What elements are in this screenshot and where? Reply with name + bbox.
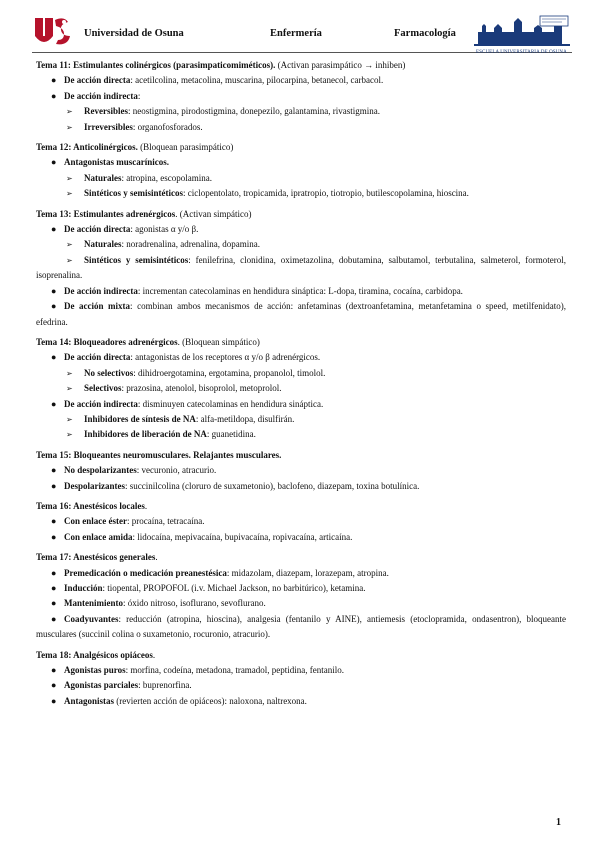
bullet-icon: ●	[51, 680, 57, 691]
school-logo-caption: ESCUELA UNIVERSITARIA DE OSUNA	[476, 50, 567, 55]
bullet-icon: ●	[51, 157, 57, 168]
topic-title: Tema 17: Anestésicos generales.	[36, 552, 158, 563]
university-name: Universidad de Osuna	[84, 28, 184, 39]
bullet-icon: ●	[51, 352, 57, 363]
list-item: ● Antagonistas muscarínicos.	[36, 155, 566, 170]
bullet-icon: ●	[51, 598, 57, 609]
sub-list-item: ➢ Inhibidores de síntesis de NA: alfa-metildopa, disulfirán.	[36, 412, 566, 427]
topic-title: Tema 18: Analgésicos opiáceos.	[36, 649, 156, 660]
bullet-icon: ●	[51, 465, 57, 476]
topic-title: Tema 13: Estimulantes adrenérgicos. (Activan simpático)	[36, 208, 252, 219]
list-item: ● Agonistas parciales: buprenorfina.	[36, 678, 566, 693]
sub-list-item: ➢ Inhibidores de liberación de NA: guanetidina.	[36, 427, 566, 442]
topic-15	[36, 448, 566, 494]
arrow-bullet-icon: ➢	[66, 255, 73, 265]
page-number: 1	[556, 817, 561, 828]
topic-14	[36, 335, 566, 443]
page-header	[32, 12, 572, 53]
list-item: ● De acción indirecta:	[36, 89, 566, 104]
sub-list-item: ➢ Naturales: atropina, escopolamina.	[36, 171, 566, 186]
sub-list-item: ➢ Irreversibles: organofosforados.	[36, 120, 566, 135]
bullet-icon: ●	[51, 398, 57, 409]
bullet-icon: ●	[51, 531, 57, 542]
topic-18	[36, 648, 566, 710]
list-item: ● De acción indirecta: disminuyen catecolaminas en hendidura sináptica.	[36, 397, 566, 412]
arrow-bullet-icon: ➢	[66, 240, 73, 250]
bullet-icon: ●	[51, 285, 57, 296]
subject-name: Enfermería	[270, 28, 322, 39]
sub-list-item: ➢ No selectivos: dihidroergotamina, ergotamina, propanolol, timolol.	[36, 366, 566, 381]
arrow-bullet-icon: ➢	[66, 384, 73, 394]
topic-title: Tema 11: Estimulantes colinérgicos (parasimpaticomiméticos). (Activan parasimpático → inhiben)	[36, 60, 406, 70]
list-item: ● Coadyuvantes: reducción (atropina, hioscina), analgesia (fentanilo y AINE), antiemesis (etoclopramida, ondasentron), bloqueante musculares (succinil colina o suxametonio, rocuronio, atracurio).	[36, 613, 566, 640]
arrow-bullet-icon: ➢	[66, 414, 73, 424]
topic-title: Tema 12: Anticolinérgicos. (Bloquean parasimpático)	[36, 142, 234, 153]
bullet-icon: ●	[51, 567, 57, 578]
list-item: ● De acción indirecta: incrementan catecolaminas en hendidura sináptica: L-dopa, tiramina, cocaína, carbidopa.	[36, 284, 566, 299]
bullet-icon: ●	[51, 224, 57, 235]
list-item: ● De acción directa: acetilcolina, metacolina, muscarina, pilocarpina, betanecol, carbacol.	[36, 73, 566, 88]
bullet-icon: ●	[51, 301, 57, 312]
bullet-icon: ●	[51, 90, 57, 101]
topic-12	[36, 140, 566, 202]
bullet-icon: ●	[51, 75, 57, 86]
bullet-icon: ●	[51, 516, 57, 527]
list-item: ● Agonistas puros: morfina, codeína, metadona, tramadol, peptidina, fentanilo.	[36, 663, 566, 678]
arrow-bullet-icon: ➢	[66, 430, 73, 440]
arrow-bullet-icon: ➢	[66, 189, 73, 199]
list-item: ● De acción mixta: combinan ambos mecanismos de acción: anfetaminas (dextroanfetamina, metanfetamina o speed, metilfenidato), efedrina.	[36, 301, 566, 327]
list-item: ● Con enlace éster: procaína, tetracaína.	[36, 514, 566, 529]
list-item: ● Mantenimiento: óxido nitroso, isoflurano, sevoflurano.	[36, 596, 566, 611]
list-item: ● No despolarizantes: vecuronio, atracurio.	[36, 463, 566, 478]
list-item: ● De acción directa: antagonistas de los receptores α y/o β adrenérgicos.	[36, 350, 566, 365]
bullet-icon: ●	[51, 583, 57, 593]
topic-17	[36, 550, 566, 642]
course-name: Farmacología	[394, 28, 456, 39]
list-item: ● De acción directa: agonistas α y/o β.	[36, 222, 566, 237]
sub-list-item: ➢ Sintéticos y semisintéticos: fenilefrina, clonidina, oximetazolina, dobutamina, salbutamol, terbutalina, salmeterol, formoterol, isoprenalina.	[36, 254, 566, 281]
sub-list-item: ➢ Selectivos: prazosina, atenolol, bisoprolol, metoprolol.	[36, 381, 566, 396]
arrow-bullet-icon: ➢	[66, 107, 73, 117]
arrow-bullet-icon: ➢	[66, 122, 73, 132]
bullet-icon: ●	[51, 613, 57, 624]
sub-list-item: ➢ Sintéticos y semisintéticos: ciclopentolato, tropicamida, ipratropio, tiotropio, butilescopolamina, hioscina.	[36, 186, 566, 201]
arrow-bullet-icon: ➢	[66, 173, 73, 183]
bullet-icon: ●	[51, 665, 57, 676]
topic-11	[36, 58, 566, 135]
university-of-seville-logo-icon	[34, 14, 74, 50]
topic-title: Tema 15: Bloqueantes neuromusculares. Relajantes musculares.	[36, 449, 282, 460]
list-item: ● Premedicación o medicación preanestésica: midazolam, diazepam, lorazepam, atropina.	[36, 566, 566, 581]
topic-16	[36, 499, 566, 545]
bullet-icon: ●	[51, 695, 57, 706]
list-item: ● Con enlace amida: lidocaína, mepivacaína, bupivacaína, ropivacaína, articaína.	[36, 530, 566, 545]
topic-title: Tema 14: Bloqueadores adrenérgicos. (Bloquean simpático)	[36, 336, 260, 347]
topic-13	[36, 207, 566, 330]
arrow-bullet-icon: ➢	[66, 368, 73, 378]
school-osuna-logo-icon	[474, 14, 570, 50]
bullet-icon: ●	[51, 480, 57, 491]
topic-title: Tema 16: Anestésicos locales.	[36, 500, 148, 511]
sub-list-item: ➢ Reversibles: neostigmina, pirodostigmina, donepezilo, galantamina, rivastigmina.	[36, 104, 566, 119]
sub-list-item: ➢ Naturales: noradrenalina, adrenalina, dopamina.	[36, 237, 566, 252]
list-item: ● Antagonistas (revierten acción de opiáceos): naloxona, naltrexona.	[36, 694, 566, 709]
document-body	[36, 58, 566, 709]
list-item: ● Despolarizantes: succinilcolina (cloruro de suxametonio), baclofeno, diazepam, toxina botulínica.	[36, 479, 566, 494]
list-item: ● Inducción: tiopental, PROPOFOL (i.v. Michael Jackson, no barbitúrico), ketamina.	[36, 581, 566, 596]
